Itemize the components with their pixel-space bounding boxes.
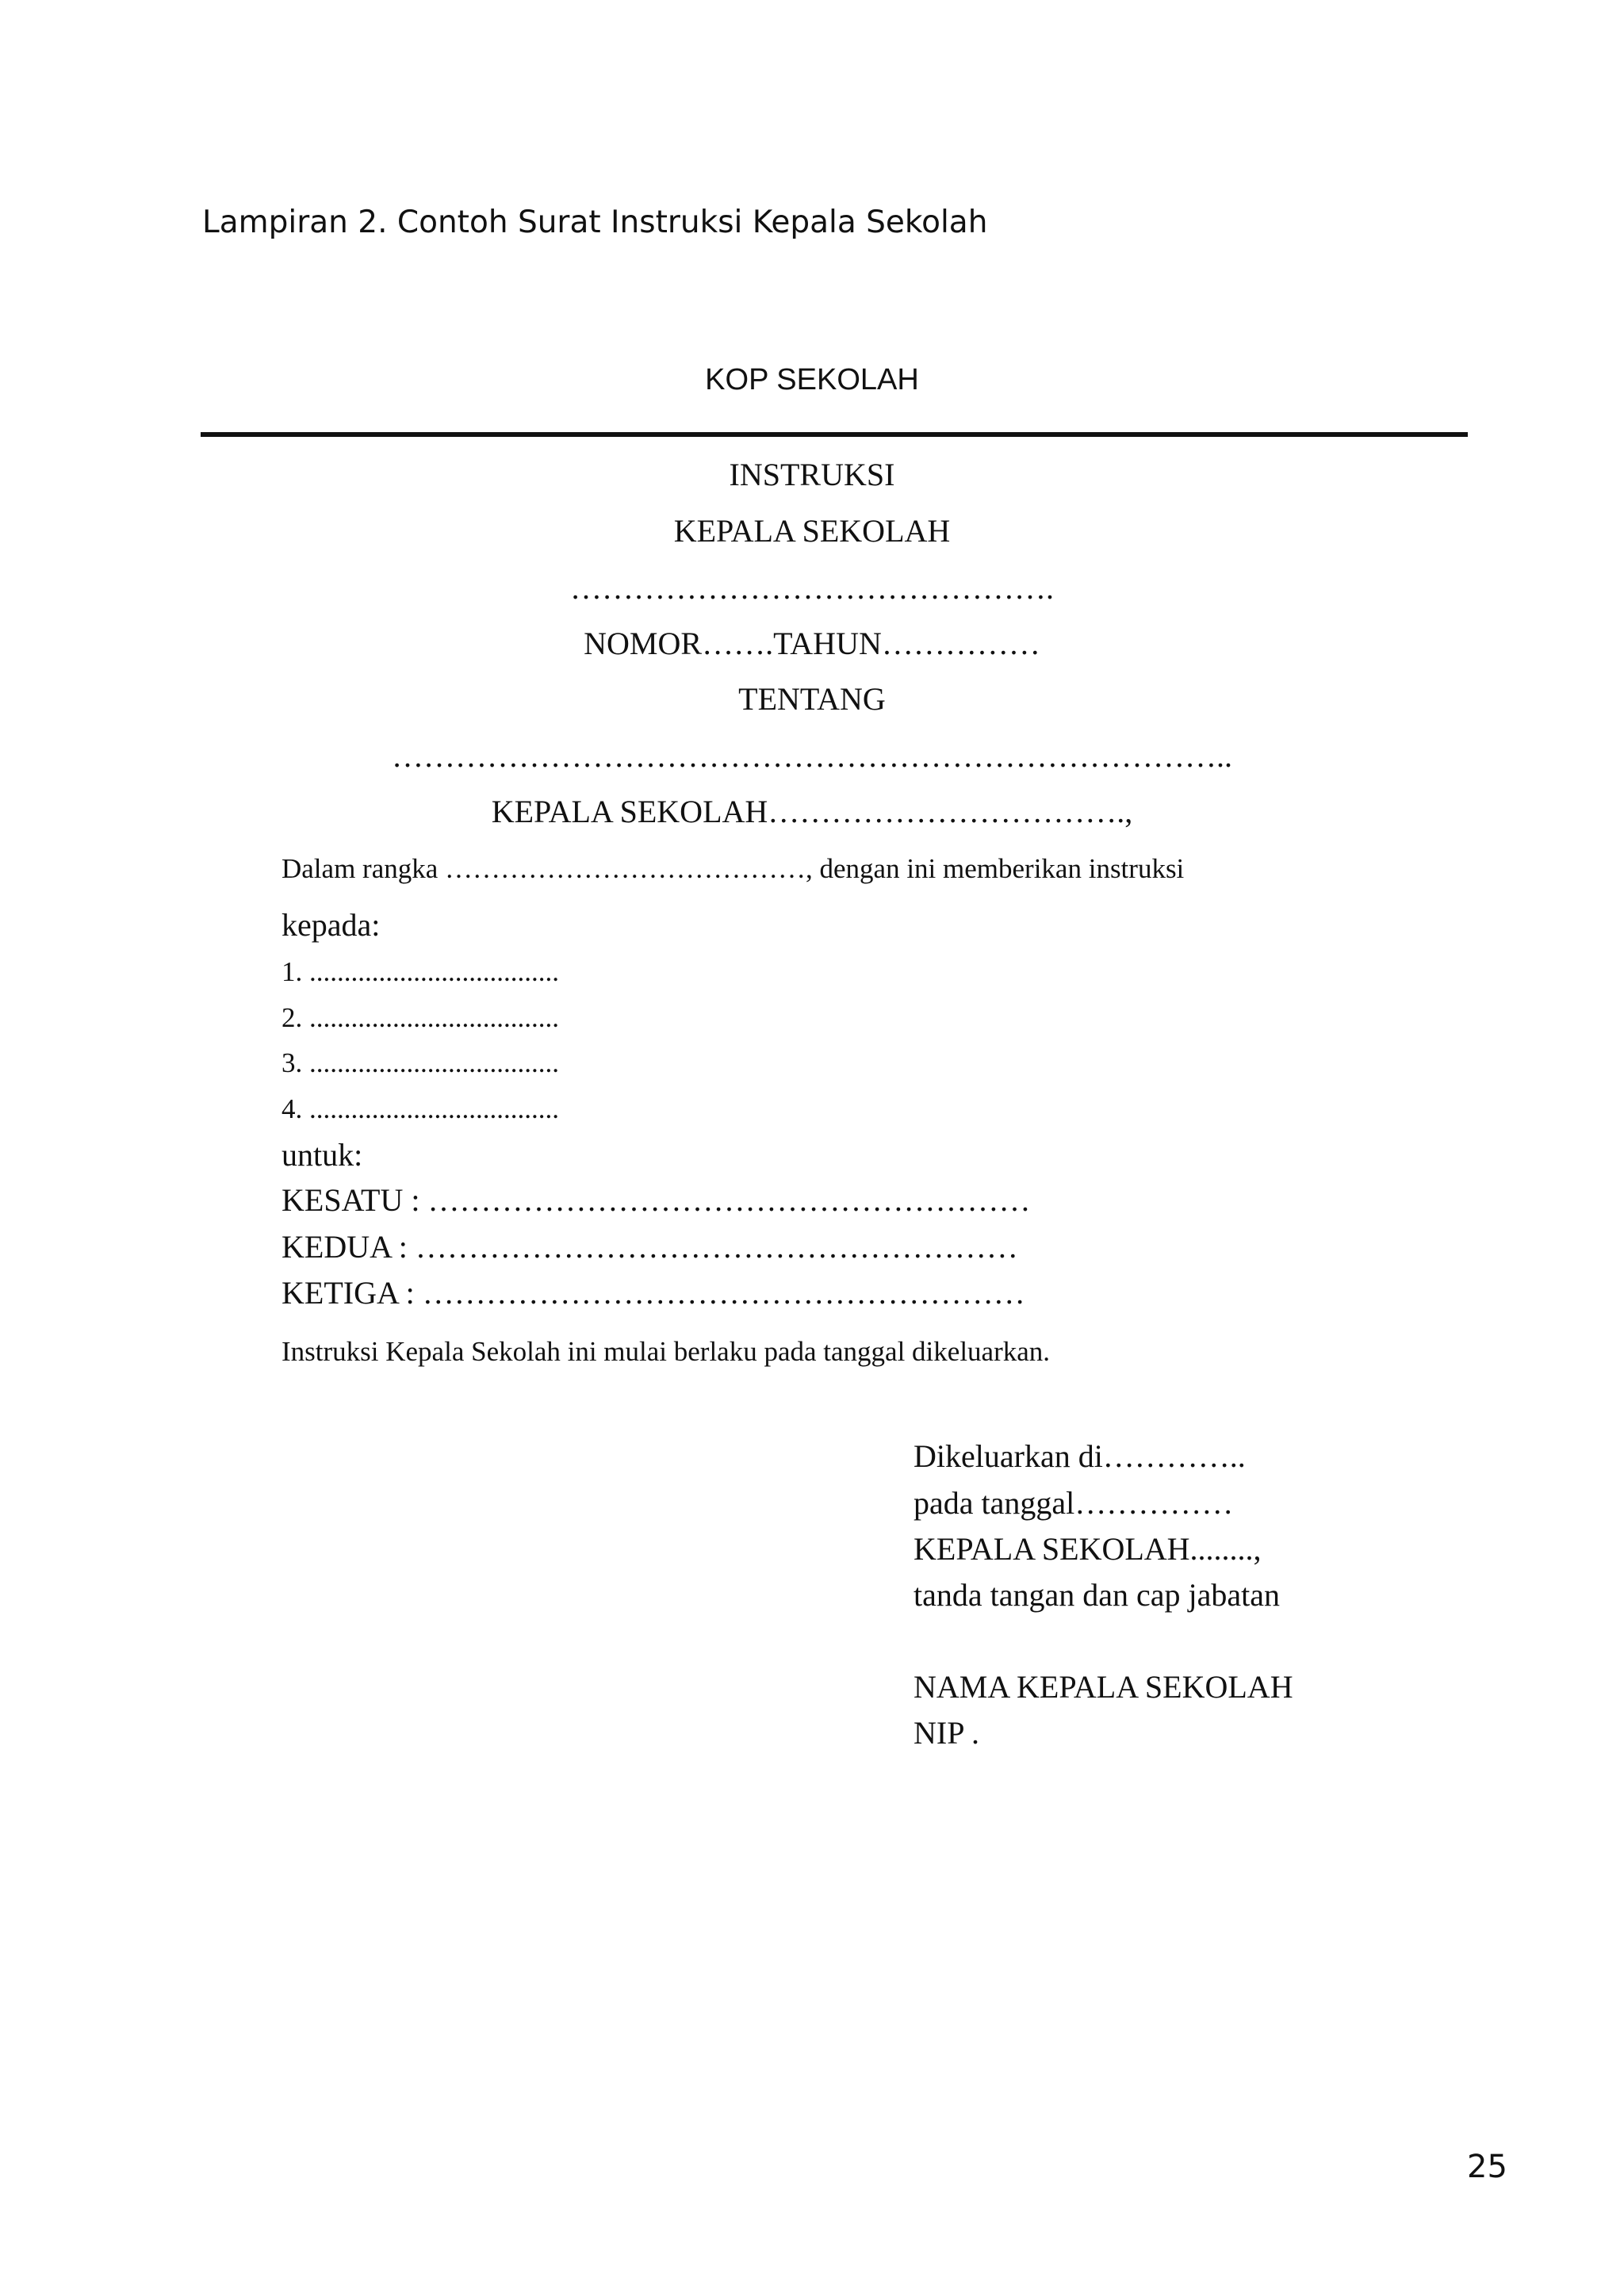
closing-statement: Instruksi Kepala Sekolah ini mulai berlaku pada tanggal dikeluarkan. bbox=[282, 1336, 1051, 1367]
letterhead-placeholder: KOP SEKOLAH bbox=[705, 363, 919, 396]
signature-date: pada tanggal…………… bbox=[914, 1485, 1234, 1521]
signatory-name: NAMA KEPALA SEKOLAH bbox=[914, 1669, 1293, 1705]
heading-school-name-blank: ………………………………………. bbox=[570, 570, 1054, 606]
heading-instruksi: INSTRUKSI bbox=[729, 457, 895, 492]
recipient-item: 4. .................................... bbox=[282, 1093, 559, 1124]
recipients-label: kepada: bbox=[282, 907, 381, 943]
signature-title: KEPALA SEKOLAH........, bbox=[914, 1531, 1262, 1567]
signature-issued-at: Dikeluarkan di………….. bbox=[914, 1438, 1246, 1474]
intro-paragraph: Dalam rangka …………………………………, dengan ini memberikan instruksi bbox=[282, 853, 1185, 884]
heading-subject-blank: …………………………………………………………………….. bbox=[392, 738, 1232, 774]
signatory-nip: NIP . bbox=[914, 1715, 979, 1751]
recipient-item: 1. .................................... bbox=[282, 956, 559, 987]
heading-tentang: TENTANG bbox=[738, 681, 886, 717]
page-number: 25 bbox=[1467, 2149, 1507, 2185]
letterhead-divider bbox=[201, 432, 1468, 437]
heading-issuer: KEPALA SEKOLAH……………………………., bbox=[491, 794, 1133, 829]
instructions-label: untuk: bbox=[282, 1137, 363, 1173]
recipient-item: 2. .................................... bbox=[282, 1002, 559, 1033]
appendix-caption: Lampiran 2. Contoh Surat Instruksi Kepala Sekolah bbox=[202, 205, 988, 240]
heading-kepala-sekolah: KEPALA SEKOLAH bbox=[673, 513, 951, 549]
signature-stamp-note: tanda tangan dan cap jabatan bbox=[914, 1577, 1280, 1613]
dictum-kedua: KEDUA : ………………………………………………… bbox=[282, 1229, 1018, 1265]
dictum-kesatu: KESATU : ………………………………………………… bbox=[282, 1182, 1031, 1218]
heading-number-year: NOMOR…….TAHUN…………… bbox=[584, 626, 1040, 661]
recipient-item: 3. .................................... bbox=[282, 1047, 559, 1078]
dictum-ketiga: KETIGA : ………………………………………………… bbox=[282, 1275, 1025, 1311]
